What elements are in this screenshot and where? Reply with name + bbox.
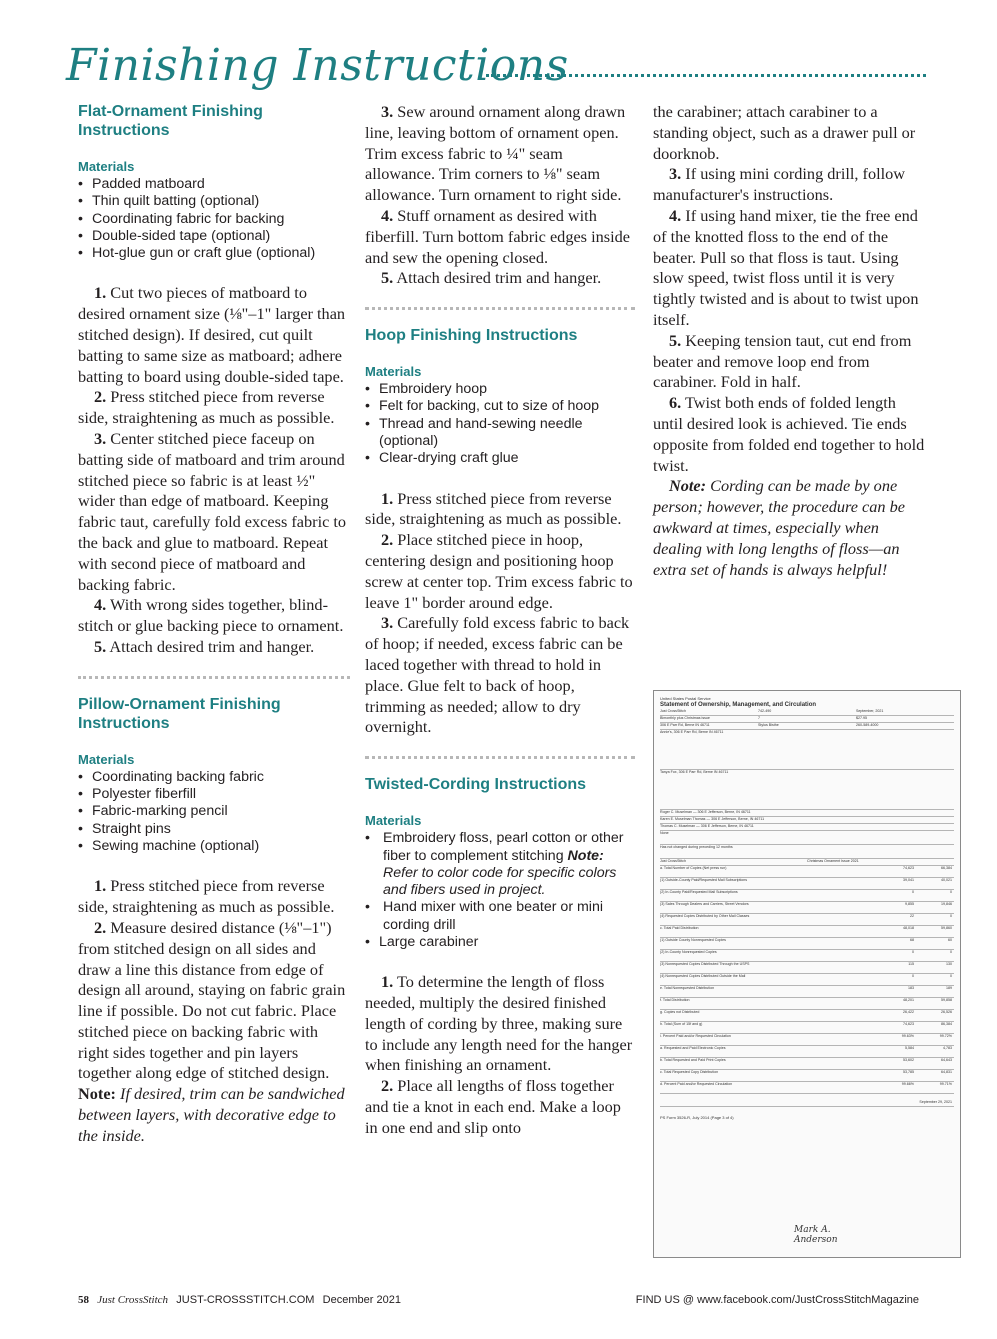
hoop-materials-list bbox=[365, 381, 635, 467]
table-cell: 99.63% bbox=[901, 1034, 914, 1038]
page-banner bbox=[66, 38, 926, 91]
table-cell: g. Copies not Distributed bbox=[660, 1010, 700, 1014]
table-cell: 53,785 bbox=[903, 1070, 914, 1074]
form-owner: Thomas C. Muselman — 306 E Jefferson, Berne, IN 46711 bbox=[660, 824, 754, 828]
twisted-step-3: 3. If using mini cording drill, follow manufacturer's instructions. bbox=[653, 164, 906, 205]
table-cell: 26,422 bbox=[903, 1010, 914, 1014]
list-item: • Double-sided tape (optional) bbox=[78, 228, 350, 245]
table-cell: 0 bbox=[950, 914, 952, 918]
form-owner: Roger C. Muselman — 306 E Jefferson, Berne, IN 46711 bbox=[660, 810, 751, 814]
twisted-step-5: 5. Keeping tension taut, cut end from beater and remove loop end from carabiner. Fold in half. bbox=[653, 330, 912, 392]
table-cell: (4) Nonrequested Copies Distributed Outside the Mail bbox=[660, 974, 746, 978]
section-divider bbox=[365, 756, 635, 759]
table-cell: b. Total Requested and Paid Print Copies bbox=[660, 1058, 726, 1062]
table-row bbox=[660, 950, 954, 962]
twisted-step-6: 6. Twist both ends of folded length until desired look is achieved. Tie ends opposite from folded end together to hold twist. bbox=[653, 393, 925, 475]
form-phone: 260-589-4000 bbox=[856, 723, 879, 727]
table-cell: 0 bbox=[950, 890, 952, 894]
table-cell: e. Total Nonrequested Distribution bbox=[660, 986, 715, 990]
table-cell: 19,846 bbox=[941, 902, 952, 906]
table-cell: 26,526 bbox=[941, 1010, 952, 1014]
twisted-step-1: 1. To determine the length of floss needed, multiply the desired finished length of cording by three, making sure to include any length need for the hanger when finishing an ornament. bbox=[365, 972, 633, 1075]
table-cell: 74,623 bbox=[903, 1022, 914, 1026]
table-cell: 183 bbox=[908, 986, 914, 990]
issue-date: December 2021 bbox=[322, 1294, 401, 1306]
form-owner: Karen E. Muselman Thomas — 306 E Jefferson, Berne, IN 46711 bbox=[660, 817, 765, 821]
form-sign-date: September 29, 2021 bbox=[919, 1100, 952, 1104]
twisted-step-4: 4. If using hand mixer, tie the free end of the knotted floss to the end of the beater. Pull so that floss is taut. Using slow speed, twist floss until it is very tightly twisted and is about to twist upon itself. bbox=[653, 205, 919, 329]
form-issues: 7 bbox=[758, 716, 760, 720]
table-cell: 39,041 bbox=[903, 878, 914, 882]
hoop-materials-label: Materials bbox=[365, 364, 422, 380]
hoop-section-title: Hoop Finishing Instructions bbox=[365, 327, 578, 345]
table-cell: (1) Outside County Nonrequested Copies bbox=[660, 938, 726, 942]
table-row bbox=[660, 938, 954, 950]
table-cell: f. Total Distribution bbox=[660, 998, 690, 1002]
section-divider bbox=[78, 676, 350, 679]
table-cell: (3) Sales Through Dealers and Carriers, Street Vendors bbox=[660, 902, 749, 906]
flat-step-1: 1. Cut two pieces of matboard to desired ornament size (⅛"–1" larger than stitched design). If desired, cut quilt batting to same size as matboard; adhere batting to board using double-sided tape. bbox=[78, 283, 346, 386]
flat-section-title: Flat-Ornament Finishing Instructions bbox=[78, 103, 263, 139]
hoop-step-3: 3. Carefully fold excess fabric to back of hoop; if needed, excess fabric can be laced together with thread to hold in place. Glue felt to back of hoop, trimming as needed; allow to dry overnight. bbox=[365, 613, 630, 737]
list-item: • Embroidery floss, pearl cotton or other fiber to complement stitching Note: Refer to color code for specific colors and fibers used in project. bbox=[365, 830, 635, 899]
page-number: 58 bbox=[78, 1294, 89, 1306]
form-frequency: Bimonthly plus Christmas issue bbox=[660, 716, 710, 720]
pillow-section-title: Pillow-Ornament Finishing Instructions bbox=[78, 695, 281, 732]
form-pub-number: 742-490 bbox=[758, 709, 772, 713]
table-cell: 9,855 bbox=[905, 902, 914, 906]
table-cell: 0 bbox=[912, 974, 914, 978]
footer-social-link[interactable]: FIND US @ www.facebook.com/JustCrossStitchMagazine bbox=[635, 1294, 919, 1306]
pillow-step-2: 2. Measure desired distance (⅛"–1") from stitched design on all sides and draw a line this distance from edge of design all around, staying on fabric grain line if possible. Do not cut fabric. Place stitched piece on backing fabric with right sides together and pin layers together along edge of stitched design. Note: If desired, trim can be sandwiched between layers, with decorative edge to the inside. bbox=[78, 917, 346, 1145]
table-cell: 66,384 bbox=[941, 866, 952, 870]
list-item: • Embroidery hoop bbox=[365, 381, 635, 398]
table-cell: 0 bbox=[912, 950, 914, 954]
table-cell: 189 bbox=[946, 986, 952, 990]
form-publisher: Annie's, 306 E Parr Rd, Berne IN 46711 bbox=[660, 730, 724, 734]
form-publication-2: Just CrossStitch bbox=[660, 859, 686, 863]
circulation-table bbox=[660, 866, 954, 1094]
table-cell: 68 bbox=[910, 938, 914, 942]
list-item: • Thread and hand-sewing needle (optional) bbox=[365, 416, 635, 451]
table-row bbox=[660, 998, 954, 1010]
magazine-name: Just CrossStitch bbox=[97, 1294, 169, 1306]
pillow-materials-label: Materials bbox=[78, 751, 135, 767]
list-item: • Straight pins bbox=[78, 821, 350, 838]
form-price: $27.95 bbox=[856, 716, 867, 720]
hoop-step-2: 2. Place stitched piece in hoop, centering design and positioning hoop screw at center top. Trim excess fabric to leave 1" border around edge. bbox=[365, 530, 633, 612]
title-dotted-rule bbox=[486, 74, 926, 77]
flat-step-5: 5. Attach desired trim and hanger. bbox=[94, 637, 315, 657]
flat-step-2: 2. Press stitched piece from reverse side, straightening as much as possible. bbox=[78, 387, 335, 428]
form-agency: United States Postal Service bbox=[660, 696, 711, 701]
table-cell: 0 bbox=[950, 950, 952, 954]
flat-step-4: 4. With wrong sides together, blind-stitch or glue backing piece to ornament. bbox=[78, 595, 344, 636]
form-address: 306 E Parr Rd, Berne IN 46711 bbox=[660, 723, 710, 727]
form-filing-date: September, 2021 bbox=[856, 709, 884, 713]
table-cell: 4,783 bbox=[943, 1046, 952, 1050]
form-contact: Stylus Bisthe bbox=[758, 723, 779, 727]
list-item: • Thin quilt batting (optional) bbox=[78, 193, 350, 210]
table-cell: 48,018 bbox=[903, 926, 914, 930]
table-cell: 130 bbox=[946, 962, 952, 966]
form-footer: PS Form 3526-R, July 2014 (Page 3 of 4) bbox=[660, 1115, 734, 1120]
list-item: • Padded matboard bbox=[78, 176, 350, 193]
website-link[interactable]: JUST-CROSSSTITCH.COM bbox=[176, 1294, 315, 1306]
twisted-materials-list bbox=[365, 830, 635, 951]
table-row bbox=[660, 902, 954, 914]
list-item: • Large carabiner bbox=[365, 934, 635, 951]
table-cell: 22 bbox=[910, 914, 914, 918]
table-cell: h. Total (Sum of 15f and g) bbox=[660, 1022, 703, 1026]
column-3 bbox=[653, 102, 928, 580]
page-title: Finishing Instructions bbox=[66, 40, 569, 91]
table-cell: 5,584 bbox=[905, 1046, 914, 1050]
table-cell: c. Total Requested Copy Distribution bbox=[660, 1070, 719, 1074]
table-cell: 59,860 bbox=[941, 926, 952, 930]
table-row bbox=[660, 878, 954, 890]
table-cell: 64,643 bbox=[941, 1058, 952, 1062]
list-item: • Fabric-marking pencil bbox=[78, 803, 350, 820]
hoop-step-1: 1. Press stitched piece from reverse side, straightening as much as possible. bbox=[365, 488, 622, 529]
pillow-step-4: 4. Stuff ornament as desired with fiberfill. Turn bottom fabric edges inside and sew the opening closed. bbox=[365, 205, 630, 267]
flat-materials-list bbox=[78, 176, 350, 262]
table-cell: 59,858 bbox=[941, 998, 952, 1002]
column-2 bbox=[365, 102, 635, 1139]
table-row bbox=[660, 1046, 954, 1058]
flat-materials-label: Materials bbox=[78, 159, 135, 174]
pillow-step-3: 3. Sew around ornament along drawn line, leaving bottom of ornament open. Trim excess fabric to ¼" seam allowance. Trim corners to ⅛" seam allowance. Turn ornament to right side. bbox=[365, 102, 626, 205]
table-row bbox=[660, 1034, 954, 1046]
table-cell: (4) Requested Copies Distributed by Other Mail Classes bbox=[660, 914, 750, 918]
twisted-materials-label: Materials bbox=[365, 813, 422, 829]
footer-left bbox=[78, 1294, 401, 1306]
table-cell: (2) In-County Nonrequested Copies bbox=[660, 950, 717, 954]
table-row bbox=[660, 914, 954, 926]
twisted-step-2: 2. Place all lengths of floss together and tie a knot in each end. Make a loop in one end and slip onto bbox=[365, 1076, 621, 1137]
table-cell: 0 bbox=[912, 890, 914, 894]
list-item: • Hand mixer with one beater or mini cording drill bbox=[365, 899, 635, 934]
list-item: • Coordinating backing fabric bbox=[78, 769, 350, 786]
table-cell: 0 bbox=[950, 974, 952, 978]
list-item: • Polyester fiberfill bbox=[78, 786, 350, 803]
table-cell: 48,201 bbox=[903, 998, 914, 1002]
list-item: • Coordinating fabric for backing bbox=[78, 211, 350, 228]
list-item: • Hot-glue gun or craft glue (optional) bbox=[78, 245, 350, 262]
form-title: Statement of Ownership, Management, and Circulation bbox=[660, 702, 817, 708]
table-cell: a. Total Number of Copies (Net press run) bbox=[660, 866, 727, 870]
table-row bbox=[660, 962, 954, 974]
table-row bbox=[660, 1082, 954, 1094]
table-cell: 74,623 bbox=[903, 866, 914, 870]
table-cell: (1) Outside-County Paid/Requested Mail Subscriptions bbox=[660, 878, 748, 882]
table-row bbox=[660, 926, 954, 938]
form-issue-date: Christmas Ornament Issue 2021 bbox=[807, 859, 859, 863]
list-item: • Felt for backing, cut to size of hoop bbox=[365, 398, 635, 415]
table-cell: d. Percent Paid and/or Requested Circulation bbox=[660, 1082, 733, 1086]
flat-step-3: 3. Center stitched piece faceup on batting side of matboard and trim around stitched piece so fabric is at least ½" wider than edge of matboard. Keeping fabric taut, carefully fold excess fabric to the back and glue to matboard. Repeat with second piece of matboard and backing fabric. bbox=[78, 429, 347, 594]
table-cell: i. Percent Paid and/or Requested Circulation bbox=[660, 1034, 731, 1038]
table-cell: 86,384 bbox=[941, 1022, 952, 1026]
list-item: • Sewing machine (optional) bbox=[78, 838, 350, 855]
column-1 bbox=[78, 102, 350, 1147]
twisted-step-2-cont: the carabiner; attach carabiner to a standing object, such as a drawer pull or doorknob. bbox=[653, 102, 916, 163]
table-cell: 99.71% bbox=[939, 1082, 952, 1086]
pillow-step-1: 1. Press stitched piece from reverse side, straightening as much as possible. bbox=[78, 876, 335, 917]
table-cell: c. Total Paid Distribution bbox=[660, 926, 699, 930]
twisted-note: Note: Cording can be made by one person; however, the procedure can be awkward at times, especially when dealing with long lengths of floss—an extra set of hands is always helpful! bbox=[653, 476, 905, 579]
form-publication: Just CrossStitch bbox=[660, 709, 686, 713]
table-row bbox=[660, 890, 954, 902]
form-tax-status: Has not changed during preceding 12 months bbox=[660, 845, 733, 849]
table-row bbox=[660, 1058, 954, 1070]
table-cell: 115 bbox=[908, 962, 914, 966]
form-editor: Tanya Fox, 306 E Parr Rd, Berne IN 46711 bbox=[660, 770, 729, 774]
table-row bbox=[660, 866, 954, 878]
table-row bbox=[660, 1022, 954, 1034]
table-cell: 60 bbox=[948, 938, 952, 942]
pillow-materials-list bbox=[78, 769, 350, 855]
table-row bbox=[660, 974, 954, 986]
section-divider bbox=[365, 307, 635, 310]
table-row bbox=[660, 1010, 954, 1022]
table-cell: 53,602 bbox=[903, 1058, 914, 1062]
table-cell: 99.72% bbox=[939, 1034, 952, 1038]
twisted-section-title: Twisted-Cording Instructions bbox=[365, 776, 587, 794]
table-cell: 40,021 bbox=[941, 878, 952, 882]
pillow-step-5: 5. Attach desired trim and hanger. bbox=[381, 268, 602, 288]
table-cell: 64,831 bbox=[941, 1070, 952, 1074]
table-cell: 99.66% bbox=[901, 1082, 914, 1086]
table-cell: a. Requested and Paid Electronic Copies bbox=[660, 1046, 726, 1050]
table-cell: (2) In-County Paid/Requested Mail Subscriptions bbox=[660, 890, 738, 894]
signature: Mark A. Anderson bbox=[794, 1225, 838, 1245]
table-row bbox=[660, 986, 954, 998]
ownership-statement-form bbox=[653, 690, 961, 1258]
list-item: • Clear-drying craft glue bbox=[365, 450, 635, 467]
form-bondholders: None bbox=[660, 831, 669, 835]
table-cell: (3) Nonrequested Copies Distributed Through the USPS bbox=[660, 962, 750, 966]
table-row bbox=[660, 1070, 954, 1082]
